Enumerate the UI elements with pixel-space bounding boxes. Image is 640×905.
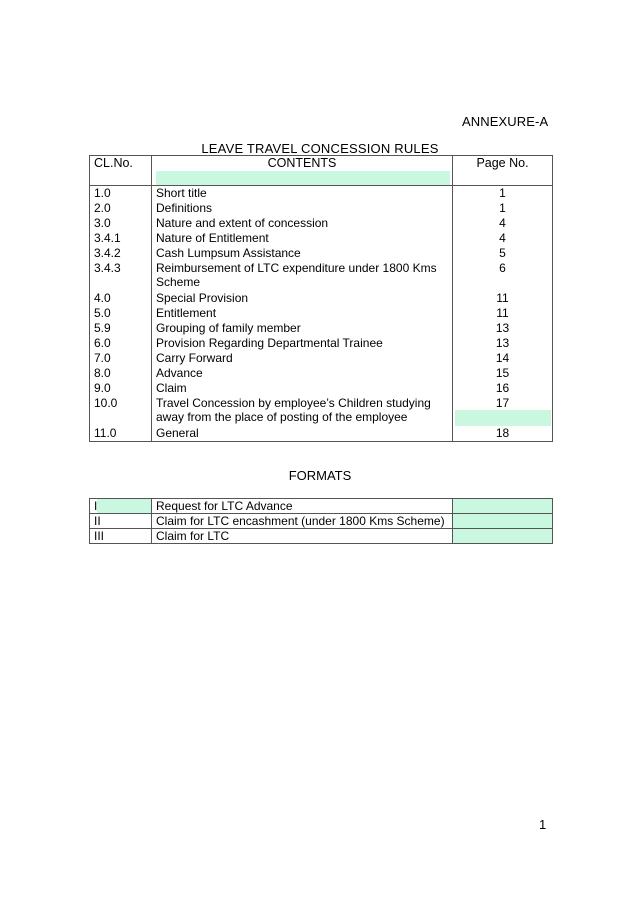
table-row [90, 499, 553, 514]
format-title: Claim for LTC [152, 529, 453, 544]
contents-title: Advance [152, 366, 453, 381]
cl-number: 3.4.3 [90, 261, 152, 291]
contents-title: Special Provision [152, 291, 453, 306]
page-number-cell: 13 [453, 336, 553, 351]
column-header-page-no: Page No. [453, 156, 553, 186]
table-row [90, 321, 553, 336]
contents-title: Entitlement [152, 306, 453, 321]
format-number [90, 499, 152, 514]
cl-number: 3.4.1 [90, 231, 152, 246]
page-number-cell: 1 [453, 201, 553, 216]
contents-title: Claim [152, 381, 453, 396]
page-number-cell: 11 [453, 291, 553, 306]
format-page-cell [453, 514, 553, 529]
document-title: LEAVE TRAVEL CONCESSION RULES [201, 141, 439, 156]
contents-header-row [90, 156, 553, 186]
page-number-cell: 11 [453, 306, 553, 321]
table-row [90, 186, 553, 202]
formats-title: FORMATS [288, 468, 352, 483]
table-row [90, 291, 553, 306]
contents-table [89, 155, 553, 442]
table-row [90, 231, 553, 246]
table-row [90, 514, 553, 529]
table-row [90, 246, 553, 261]
cl-number: 8.0 [90, 366, 152, 381]
table-row [90, 529, 553, 544]
page-number-cell: 18 [453, 426, 553, 442]
contents-title: Definitions [152, 201, 453, 216]
page-number-value: 17 [495, 396, 510, 410]
page-number-cell: 4 [453, 216, 553, 231]
highlight-mark [156, 171, 450, 185]
page-number-cell [453, 396, 553, 426]
table-row [90, 261, 553, 291]
cl-number: 11.0 [90, 426, 152, 442]
cl-number: 10.0 [90, 396, 152, 426]
cl-number: 3.0 [90, 216, 152, 231]
page-number-cell: 1 [453, 186, 553, 202]
page-number: 1 [539, 817, 547, 832]
page-number-cell: 15 [453, 366, 553, 381]
page-number-cell: 16 [453, 381, 553, 396]
column-header-contents [152, 156, 453, 186]
table-row [90, 396, 553, 426]
format-page-cell [453, 499, 553, 514]
contents-title: Carry Forward [152, 351, 453, 366]
column-header-cl-no: CL.No. [90, 156, 152, 186]
contents-title: Travel Concession by employee’s Children studying away from the place of posting of the employee [152, 396, 453, 426]
cl-number: 2.0 [90, 201, 152, 216]
format-number-label: I [94, 499, 98, 513]
contents-title: Nature and extent of concession [152, 216, 453, 231]
page-number-cell: 14 [453, 351, 553, 366]
highlight-mark [455, 410, 551, 426]
highlight-mark [97, 499, 151, 513]
table-row [90, 351, 553, 366]
table-row [90, 201, 553, 216]
cl-number: 5.9 [90, 321, 152, 336]
contents-title: Grouping of family member [152, 321, 453, 336]
contents-title: Cash Lumpsum Assistance [152, 246, 453, 261]
contents-title: Provision Regarding Departmental Trainee [152, 336, 453, 351]
cl-number: 7.0 [90, 351, 152, 366]
formats-table [89, 498, 553, 544]
cl-number: 6.0 [90, 336, 152, 351]
annexure-label: ANNEXURE-A [462, 114, 549, 129]
contents-title: Short title [152, 186, 453, 202]
table-row [90, 336, 553, 351]
format-title: Claim for LTC encashment (under 1800 Kms Scheme) [152, 514, 453, 529]
table-row [90, 306, 553, 321]
cl-number: 4.0 [90, 291, 152, 306]
format-title: Request for LTC Advance [152, 499, 453, 514]
cl-number: 1.0 [90, 186, 152, 202]
format-number: III [90, 529, 152, 544]
page-number-cell: 5 [453, 246, 553, 261]
table-row [90, 426, 553, 442]
table-row [90, 366, 553, 381]
contents-title: Reimbursement of LTC expenditure under 1800 Kms Scheme [152, 261, 453, 291]
page-number-cell: 13 [453, 321, 553, 336]
page-number-cell: 6 [453, 261, 553, 291]
contents-title: General [152, 426, 453, 442]
table-row [90, 381, 553, 396]
table-row [90, 216, 553, 231]
contents-title: Nature of Entitlement [152, 231, 453, 246]
page-number-cell: 4 [453, 231, 553, 246]
cl-number: 5.0 [90, 306, 152, 321]
cl-number: 9.0 [90, 381, 152, 396]
cl-number: 3.4.2 [90, 246, 152, 261]
format-page-cell [453, 529, 553, 544]
format-number: II [90, 514, 152, 529]
column-header-contents-label: CONTENTS [267, 156, 337, 170]
